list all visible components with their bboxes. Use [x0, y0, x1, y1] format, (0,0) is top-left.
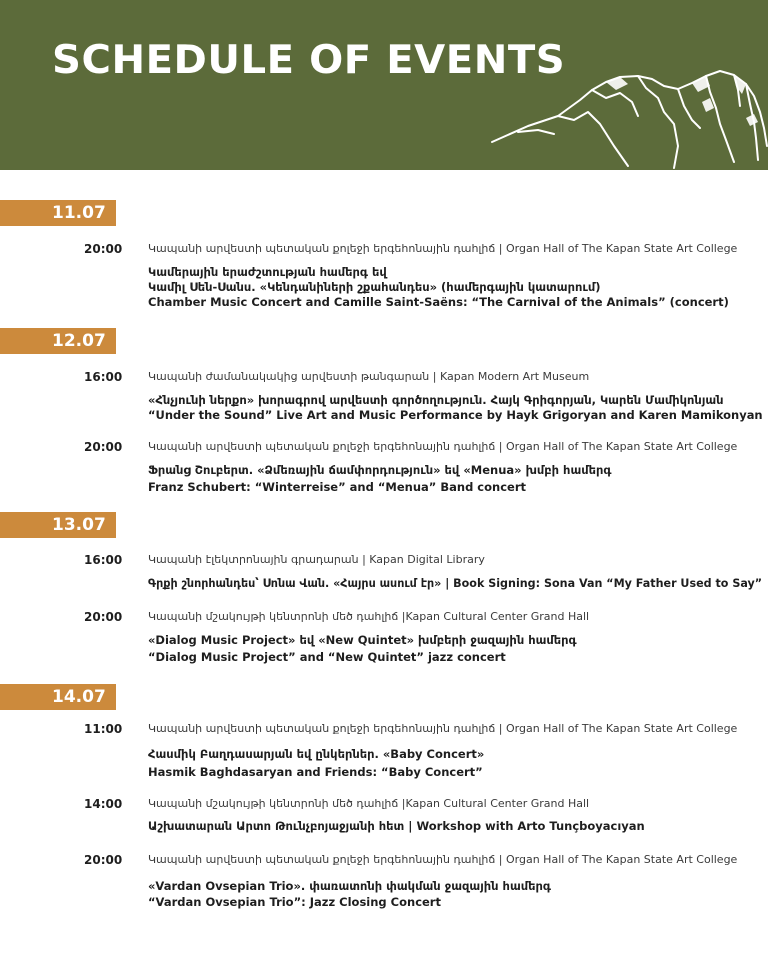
event-venue: Կապանի մշակույթի կենտրոնի մեծ դահլիճ |Kapan Cultural Center Grand Hall [148, 797, 590, 810]
event-time: 20:00 [84, 853, 123, 867]
event-time: 11:00 [84, 722, 123, 736]
event-title-line: Գրքի շնորհանդես՝ Սոնա Վան. «Հայրս ասում էր» | Book Signing: Sona Van “My Father Used to Say” [148, 576, 763, 590]
event-title-line: Franz Schubert: “Winterreise” and “Menua” Band concert [148, 480, 526, 494]
event-time: 16:00 [84, 553, 123, 567]
event-title-line: Hasmik Baghdasaryan and Friends: “Baby Concert” [148, 765, 483, 779]
event-time: 14:00 [84, 797, 123, 811]
event-title-line: Հասմիկ Բաղդասարյան եվ ընկերներ. «Baby Concert» [148, 747, 485, 761]
event-venue: Կապանի ժամանակակից արվեստի թանգարան | Kapan Modern Art Museum [148, 370, 590, 383]
date-badge: 13.07 [0, 512, 116, 538]
event-time: 20:00 [84, 242, 123, 256]
event-title-line: Chamber Music Concert and Camille Saint-Saëns: “The Carnival of the Animals” (concert) [148, 295, 729, 309]
header-banner [0, 0, 768, 170]
event-venue: Կապանի արվեստի պետական քոլեջի երգեհոնային դահլիճ | Organ Hall of The Kapan State Art College [148, 853, 738, 866]
event-time: 16:00 [84, 370, 123, 384]
mountain-icon [488, 62, 768, 170]
event-title-line: Կամիլ Սեն-Սանս. «Կենդանիների շքահանդես» (համերգային կատարում) [148, 280, 601, 294]
event-title-line: Կամերային երաժշտության համերգ եվ [148, 265, 387, 279]
event-title-line: Ֆրանց Շուբերտ. «Ձմեռային ճամփորդություն» եվ «Menua» խմբի համերգ [148, 463, 612, 477]
date-badge: 12.07 [0, 328, 116, 354]
event-title-line: «Dialog Music Project» եվ «New Quintet» խմբերի ջազային համերգ [148, 633, 577, 647]
event-title-line: «Հնչյունի ներքո» խորագրով արվեստի գործողություն. Հայկ Գրիգորյան, Կարեն Մամիկոնյան [148, 393, 724, 407]
event-venue: Կապանի արվեստի պետական քոլեջի երգեհոնային դահլիճ | Organ Hall of The Kapan State Art College [148, 440, 738, 453]
event-title-line: Աշխատարան Արտո Թունչբոյաջյանի հետ | Workshop with Arto Tunçboyacıyan [148, 819, 645, 833]
event-venue: Կապանի արվեստի պետական քոլեջի երգեհոնային դահլիճ | Organ Hall of The Kapan State Art College [148, 242, 738, 255]
event-venue: Կապանի էլեկտրոնային գրադարան | Kapan Digital Library [148, 553, 485, 566]
event-time: 20:00 [84, 440, 123, 454]
event-venue: Կապանի արվեստի պետական քոլեջի երգեհոնային դահլիճ | Organ Hall of The Kapan State Art College [148, 722, 738, 735]
date-badge: 14.07 [0, 684, 116, 710]
event-title-line: “Dialog Music Project” and “New Quintet” jazz concert [148, 650, 506, 664]
event-time: 20:00 [84, 610, 123, 624]
date-badge: 11.07 [0, 200, 116, 226]
page-title: SCHEDULE OF EVENTS [52, 38, 566, 83]
event-venue: Կապանի մշակույթի կենտրոնի մեծ դահլիճ |Kapan Cultural Center Grand Hall [148, 610, 590, 623]
event-title-line: “Vardan Ovsepian Trio”: Jazz Closing Concert [148, 895, 441, 909]
event-title-line: «Vardan Ovsepian Trio». փառատոնի փակման ջազային համերգ [148, 879, 551, 893]
event-title-line: “Under the Sound” Live Art and Music Performance by Hayk Grigoryan and Karen Mamikonyan [148, 408, 763, 422]
